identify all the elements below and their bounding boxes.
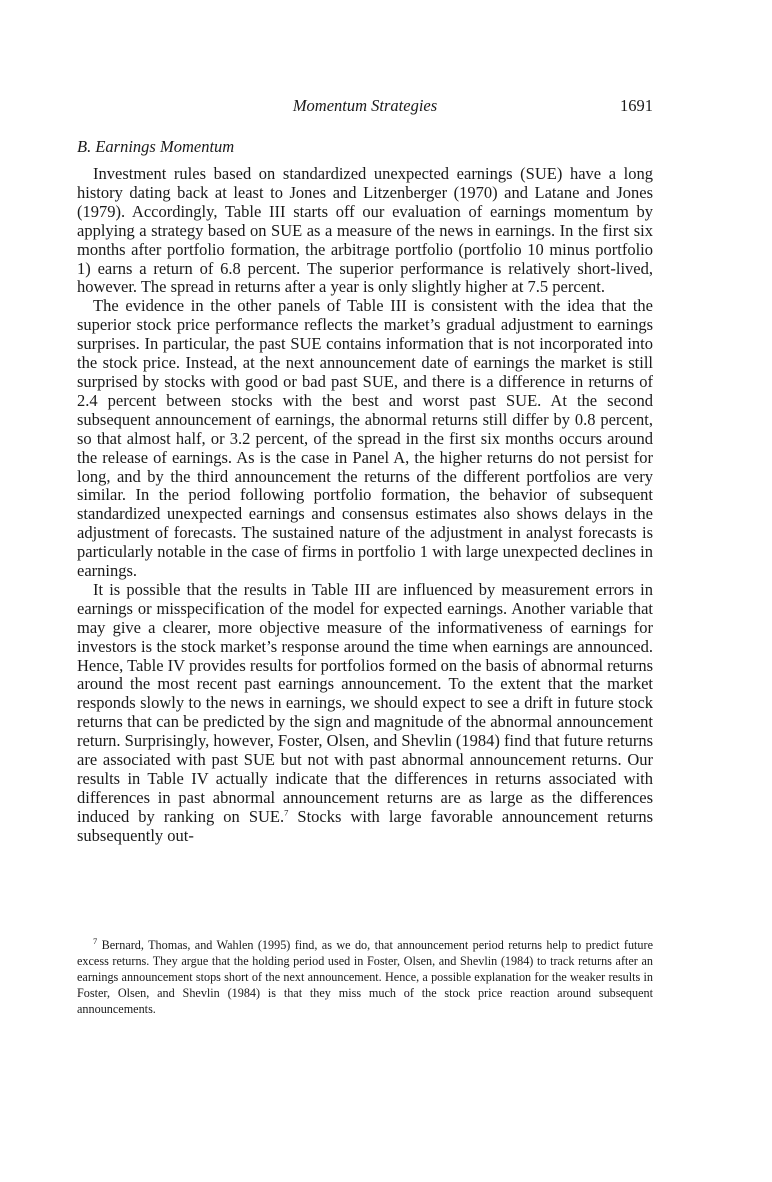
paragraph-3-text: It is possible that the results in Table III are influenced by measurement errors in earnings or misspecification of the model for expected earnings. Another variable that may give a clearer, more objective measure of the informativeness of earnings for investors is the stock market’s response around the time when earnings are announced. Hence, Table IV provides results for portfolios formed on the basis of abnormal returns around the most recent past earnings announcement. To the extent that the market responds slowly to the news in earnings, we should expect to see a drift in future stock returns that can be predicted by the sign and magnitude of the abnormal announcement return. Surprisingly, however, Foster, Olsen, and Shevlin (1984) find that future returns are associated with past SUE but not with past abnormal announcement returns. Our results in Table IV actually indicate that the differences in returns associated with differences in past abnormal announcement returns are as large as the differences induced by ranking on SUE. [77,579,653,826]
footnote-text: Bernard, Thomas, and Wahlen (1995) find, as we do, that announcement period returns help to predict future excess returns. They argue that the holding period used in Foster, Olsen, and Shevlin (1984) to track returns after an earnings announcement stops short of the next announcement. Hence, a possible explanation for the weaker results in Foster, Olsen, and Shevlin (1984) is that they miss much of the stock price reaction around subsequent announcements. [77,938,653,1016]
paragraph-3 [77,581,653,846]
running-title: Momentum Strategies [292,96,438,115]
footnote-reference: 7 [284,807,289,818]
running-head [77,96,653,118]
footnote-7 [77,937,653,1017]
paragraph-2: The evidence in the other panels of Table III is consistent with the idea that the superior stock price performance reflects the market’s gradual adjustment to earnings surprises. In particular, the past SUE contains information that is not incorporated into the stock price. Instead, at the next announcement date of earnings the market is still surprised by stocks with good or bad past SUE, and there is a difference in returns of 2.4 percent between stocks with the best and worst past SUE. At the second subsequent announcement of earnings, the abnormal returns still differ by 0.8 percent, so that almost half, or 3.2 percent, of the spread in the first six months occurs around the release of earnings. As is the case in Panel A, the higher returns do not persist for long, and by the third announcement the returns of the different portfolios are very similar. In the period following portfolio formation, the behavior of subsequent standardized unexpected earnings and consensus estimates also shows delays in the adjustment of forecasts. The sustained nature of the adjustment in analyst forecasts is particularly notable in the case of firms in portfolio 1 with large unexpected declines in earnings. [77,296,653,581]
footnote-marker: 7 [93,935,98,946]
page-number: 1691 [620,96,653,115]
paragraph-1: Investment rules based on standardized unexpected earnings (SUE) have a long history dating back at least to Jones and Litzenberger (1970) and Latane and Jones (1979). Accordingly, Table III starts off our evaluation of earnings momentum by applying a strategy based on SUE as a measure of the news in earnings. In the first six months after portfolio formation, the arbitrage portfolio (portfolio 10 minus portfolio 1) earns a return of 6.8 percent. The superior performance is relatively short-lived, however. The spread in returns after a year is only slightly higher at 7.5 percent. [77,164,653,297]
paragraph-3-continuation: Stocks with large favorable announcement returns subsequently out- [77,806,653,845]
section-heading: B. Earnings Momentum [77,137,235,156]
footnote [77,937,653,1017]
body-text [77,165,653,846]
